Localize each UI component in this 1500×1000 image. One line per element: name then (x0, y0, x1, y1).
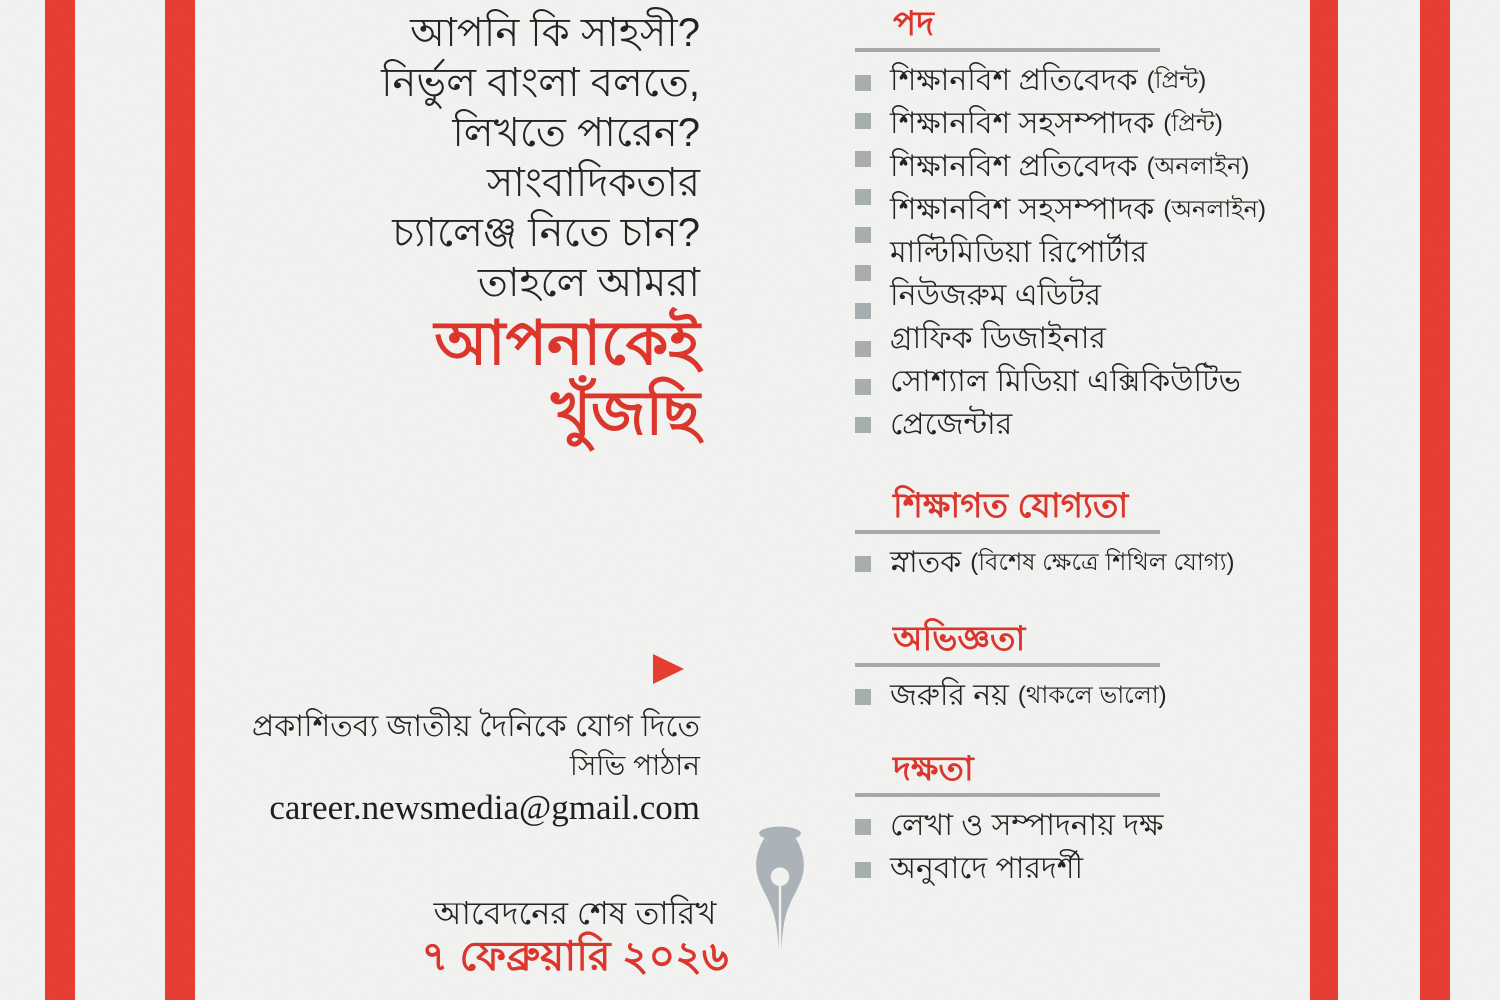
section-positions (855, 2, 1285, 447)
skill-label: অনুবাদে পারদর্শী (890, 852, 1084, 885)
position-item (890, 60, 1285, 103)
position-item (890, 318, 1285, 361)
pen-nib-icon (749, 826, 811, 962)
deadline-block (330, 893, 820, 979)
square-bullet-icon (855, 303, 871, 319)
right-arrow-icon (653, 654, 684, 684)
positions-list (855, 60, 1285, 447)
qualification-label: স্নাতক (890, 546, 962, 579)
section-rule (855, 793, 1160, 797)
square-bullet-icon (855, 556, 871, 572)
section-rule (855, 663, 1160, 667)
position-label: শিক্ষানবিশ প্রতিবেদক (890, 150, 1138, 183)
square-bullet-icon (855, 189, 871, 205)
apply-instruction-line: প্রকাশিতব্য জাতীয় দৈনিকে যোগ দিতে (251, 710, 700, 743)
cv-email-address: career.newsmedia@gmail.com (269, 788, 700, 827)
section-rule (855, 530, 1160, 534)
position-item (890, 361, 1285, 404)
qualification-list (855, 542, 1285, 585)
tagline-highlight-line1: আপনাকেই (434, 309, 700, 377)
tagline-highlight-line2: খুঁজছি (550, 379, 700, 447)
intro-question-line: চ্যালেঞ্জ নিতে চান? (392, 211, 700, 255)
position-note: (অনলাইন) (1163, 195, 1266, 223)
position-note: (অনলাইন) (1146, 152, 1250, 180)
position-item (890, 146, 1285, 189)
intro-question-line: নির্ভুল বাংলা বলতে, (381, 61, 700, 105)
position-item (890, 232, 1285, 275)
position-label: নিউজরুম এডিটর (890, 279, 1102, 312)
skill-item (855, 805, 1285, 848)
square-bullet-icon (855, 689, 871, 705)
intro-question-line: সাংবাদিকতার (486, 161, 700, 205)
apply-block (200, 706, 700, 830)
position-item (890, 404, 1285, 447)
square-bullet-icon (855, 113, 871, 129)
square-bullet-icon (855, 862, 871, 878)
red-stripe-right-inner (1310, 0, 1338, 1000)
experience-list (855, 675, 1285, 718)
position-label: শিক্ষানবিশ সহসম্পাদক (890, 193, 1155, 226)
position-label: শিক্ষানবিশ সহসম্পাদক (890, 107, 1155, 140)
position-note: (প্রিন্ট) (1163, 109, 1223, 137)
experience-item (855, 675, 1285, 718)
skill-label: লেখা ও সম্পাদনায় দক্ষ (890, 809, 1164, 842)
position-item (890, 103, 1285, 146)
square-bullet-icon (855, 379, 871, 395)
deadline-date: ৭ ফেব্রুয়ারি ২০২৬ (421, 933, 729, 979)
square-bullet-icon (855, 151, 871, 167)
square-bullet-icon (855, 341, 871, 357)
square-bullet-icon (855, 265, 871, 281)
section-title-experience: অভিজ্ঞতা (893, 620, 1026, 658)
apply-cv-line: সিভি পাঠান (569, 750, 700, 781)
qualification-item (855, 542, 1285, 585)
position-label: শিক্ষানবিশ প্রতিবেদক (890, 64, 1138, 97)
bullet-stack (855, 75, 871, 455)
experience-label: জরুরি নয় (890, 679, 1009, 712)
position-label: গ্রাফিক ডিজাইনার (890, 322, 1106, 355)
section-title-positions: পদ (893, 5, 934, 43)
position-item (890, 275, 1285, 318)
square-bullet-icon (855, 227, 871, 243)
section-title-qualification: শিক্ষাগত যোগ্যতা (893, 487, 1129, 525)
position-label: সোশ্যাল মিডিয়া এক্সিকিউটিভ (890, 365, 1241, 398)
position-label: প্রেজেন্টার (890, 408, 1013, 441)
position-note: (প্রিন্ট) (1146, 66, 1207, 94)
section-rule (855, 48, 1160, 52)
section-skills (855, 747, 1285, 891)
position-item (890, 189, 1285, 232)
position-label: মাল্টিমিডিয়া রিপোর্টার (890, 236, 1148, 269)
section-qualification (855, 484, 1285, 585)
square-bullet-icon (855, 75, 871, 91)
square-bullet-icon (855, 417, 871, 433)
experience-note: (থাকলে ভালো) (1017, 681, 1167, 709)
qualification-note: (বিশেষ ক্ষেত্রে শিথিল যোগ্য) (970, 548, 1235, 576)
red-stripe-left-outer (45, 0, 75, 1000)
section-experience (855, 617, 1285, 718)
intro-question-line: লিখতে পারেন? (452, 111, 700, 155)
deadline-label: আবেদনের শেষ তারিখ (433, 895, 717, 931)
red-stripe-left-inner (165, 0, 195, 1000)
intro-question-line: আপনি কি সাহসী? (410, 11, 700, 55)
square-bullet-icon (855, 819, 871, 835)
intro-question-line: তাহলে আমরা (477, 261, 700, 305)
section-title-skills: দক্ষতা (893, 750, 974, 788)
red-stripe-right-outer (1420, 0, 1450, 1000)
skill-item (855, 848, 1285, 891)
skills-list (855, 805, 1285, 891)
intro-block (200, 8, 700, 448)
